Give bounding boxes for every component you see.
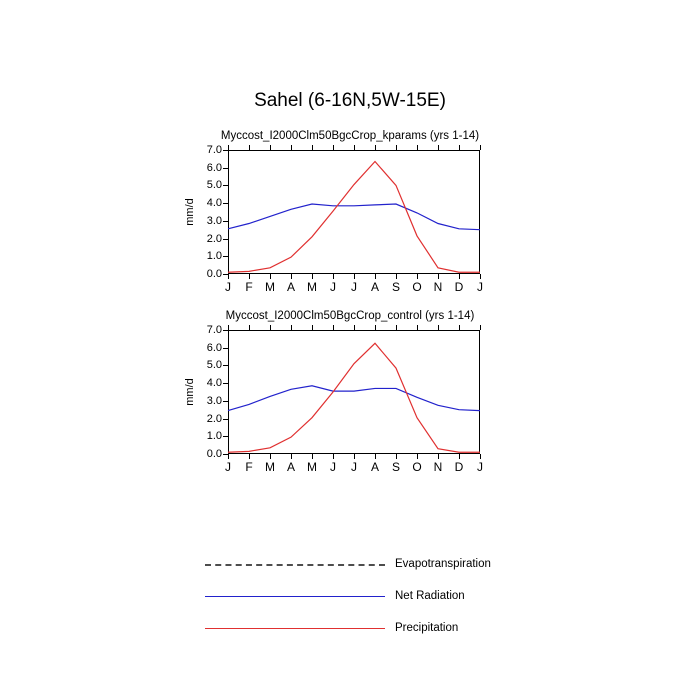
- x-tick-label: J: [225, 280, 231, 294]
- legend: [0, 548, 700, 644]
- x-tick-mark: [228, 454, 229, 459]
- y-tick-label: 6.0: [206, 341, 222, 354]
- y-tick-label: 1.0: [206, 430, 222, 443]
- plot-area-control: [183, 324, 483, 474]
- x-tick-label: M: [265, 460, 275, 474]
- y-tick-label: 7.0: [206, 144, 222, 156]
- y-tick-label: 2.0: [206, 412, 222, 425]
- chart-title-kparams: Myccost_I2000Clm50BgcCrop_kparams (yrs 1-14): [220, 130, 480, 142]
- x-tick-label: F: [245, 280, 253, 294]
- x-tick-mark-top: [480, 325, 481, 330]
- x-tick-label: A: [370, 460, 380, 474]
- y-axis-label-kparams: mm/d: [183, 198, 196, 226]
- x-tick-label: O: [412, 460, 422, 474]
- y-tick-label: 4.0: [206, 197, 222, 210]
- x-tick-mark: [396, 454, 397, 459]
- page-title: Sahel (6-16N,5W-15E): [254, 90, 446, 111]
- x-tick-label: J: [225, 460, 231, 474]
- x-tick-mark: [417, 274, 418, 279]
- y-tick-label: 2.0: [206, 232, 222, 245]
- x-tick-mark: [438, 274, 439, 279]
- chart-title-control: Myccost_I2000Clm50BgcCrop_control (yrs 1-14): [225, 310, 475, 322]
- y-tick-label: 0.0: [206, 448, 222, 460]
- x-tick-label: A: [370, 280, 380, 294]
- x-tick-mark-top: [480, 145, 481, 150]
- data-line: [228, 386, 480, 411]
- legend-label: Evapotranspiration: [395, 558, 491, 570]
- y-tick-label: 3.0: [206, 214, 222, 227]
- x-tick-mark: [375, 274, 376, 279]
- x-tick-label: J: [351, 280, 357, 294]
- legend-label: Net Radiation: [395, 590, 465, 602]
- x-tick-mark: [333, 274, 334, 279]
- x-tick-mark: [312, 454, 313, 459]
- data-line: [228, 162, 480, 273]
- legend-line-swatch: [205, 596, 385, 597]
- series-lines-control: [228, 330, 480, 454]
- plot-area-kparams: [183, 144, 483, 294]
- x-tick-label: J: [477, 280, 483, 294]
- y-tick-label: 1.0: [206, 250, 222, 263]
- y-tick-label: 3.0: [206, 394, 222, 407]
- x-tick-mark: [249, 274, 250, 279]
- x-tick-mark: [480, 454, 481, 459]
- x-tick-mark: [333, 454, 334, 459]
- y-tick-label: 4.0: [206, 377, 222, 390]
- x-tick-mark: [375, 454, 376, 459]
- x-tick-label: M: [307, 460, 317, 474]
- legend-label: Precipitation: [395, 622, 459, 634]
- x-tick-mark: [438, 454, 439, 459]
- x-tick-mark: [459, 274, 460, 279]
- x-tick-label: M: [265, 280, 275, 294]
- x-tick-mark: [291, 274, 292, 279]
- x-tick-mark: [249, 454, 250, 459]
- x-tick-label: D: [454, 460, 464, 474]
- x-tick-mark: [354, 274, 355, 279]
- y-tick-label: 5.0: [206, 179, 222, 192]
- x-tick-mark: [228, 274, 229, 279]
- x-tick-label: D: [454, 280, 464, 294]
- x-tick-label: S: [391, 280, 401, 294]
- x-tick-label: O: [412, 280, 422, 294]
- legend-line-swatch: [205, 628, 385, 629]
- x-tick-label: S: [391, 460, 401, 474]
- x-tick-mark: [354, 454, 355, 459]
- x-tick-label: N: [433, 460, 443, 474]
- x-tick-label: A: [286, 460, 296, 474]
- legend-item: [0, 580, 700, 612]
- x-tick-label: J: [351, 460, 357, 474]
- legend-line-swatch: [205, 564, 385, 566]
- series-lines-kparams: [228, 150, 480, 274]
- x-tick-mark: [312, 274, 313, 279]
- x-tick-label: J: [330, 280, 336, 294]
- x-tick-label: M: [307, 280, 317, 294]
- x-tick-mark: [270, 454, 271, 459]
- data-line: [228, 204, 480, 230]
- x-tick-mark: [459, 454, 460, 459]
- y-tick-label: 6.0: [206, 161, 222, 174]
- x-tick-label: A: [286, 280, 296, 294]
- x-tick-mark: [291, 454, 292, 459]
- x-tick-mark: [417, 454, 418, 459]
- x-tick-mark: [480, 274, 481, 279]
- y-tick-label: 7.0: [206, 324, 222, 336]
- y-tick-label: 0.0: [206, 268, 222, 280]
- x-tick-label: J: [477, 460, 483, 474]
- x-tick-mark: [396, 274, 397, 279]
- x-tick-mark: [270, 274, 271, 279]
- x-tick-label: F: [245, 460, 253, 474]
- y-axis-label-control: mm/d: [183, 378, 196, 406]
- legend-item: [0, 548, 700, 580]
- x-tick-label: J: [330, 460, 336, 474]
- y-tick-label: 5.0: [206, 359, 222, 372]
- x-tick-label: N: [433, 280, 443, 294]
- legend-item: [0, 612, 700, 644]
